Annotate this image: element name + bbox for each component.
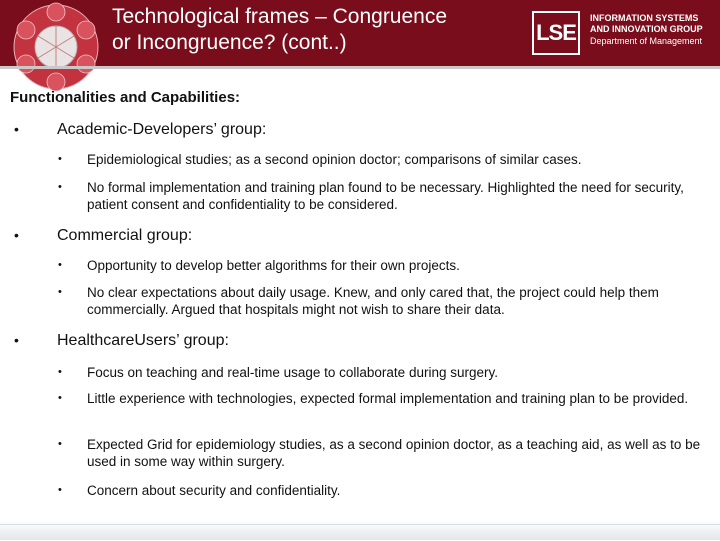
list-item-text: No formal implementation and training plan found to be necessary. Highlighted the need for security, patient consent and confidentiality to be considered. xyxy=(87,180,684,212)
group-title xyxy=(57,227,192,245)
group-title-text: Academic-Developers’ group xyxy=(57,121,262,138)
slide-header xyxy=(0,0,720,66)
bullet-icon: • xyxy=(58,484,62,496)
org-name-line-1: INFORMATION SYSTEMS xyxy=(590,13,699,23)
list-item-text: Epidemiological studies; as a second opinion doctor; comparisons of similar cases. xyxy=(87,152,582,167)
group-title xyxy=(57,121,266,139)
bullet-icon: • xyxy=(14,227,19,243)
bullet-icon: • xyxy=(14,121,19,137)
list-item-text: Expected Grid for epidemiology studies, as a second opinion doctor, as a teaching aid, as well as to be used in some way within surgery. xyxy=(87,437,701,469)
bullet-icon: • xyxy=(58,286,62,298)
list-item-text: Little experience with technologies, expected formal implementation and training plan to be provided. xyxy=(87,391,689,406)
group-title-text: Commercial group xyxy=(57,227,188,244)
bullet-icon: • xyxy=(58,259,62,271)
slide-title-line-1: Technological frames – Congruence xyxy=(112,5,448,28)
lse-logo: LSE xyxy=(532,11,580,55)
slide-title-line-2: or Incongruence? (cont..) xyxy=(112,31,347,54)
list-item-text: Focus on teaching and real-time usage to collaborate during surgery. xyxy=(87,365,498,380)
bullet-icon: • xyxy=(58,181,62,193)
bullet-icon: • xyxy=(58,153,62,165)
org-name-line-2: AND INNOVATION GROUP xyxy=(590,24,703,34)
list-item-text: No clear expectations about daily usage. Knew, and only cared that, the project could help them commercially. Argued that hospitals might not wish to share their data. xyxy=(87,285,659,317)
group-title-colon: : xyxy=(261,121,267,138)
section-heading: Functionalities and Capabilities: xyxy=(10,89,241,106)
header-divider xyxy=(0,66,720,69)
bullet-icon: • xyxy=(58,438,62,450)
group-title-text: HealthcareUsers’ group xyxy=(57,332,225,349)
bullet-icon: • xyxy=(14,332,19,348)
org-name xyxy=(590,13,718,47)
group-title-colon: : xyxy=(224,332,229,349)
bullet-icon: • xyxy=(58,392,62,404)
slide-title xyxy=(112,4,512,56)
department-name: Department of Management xyxy=(590,36,703,46)
list-item-text: Opportunity to develop better algorithms for their own projects. xyxy=(87,258,460,273)
footer-divider xyxy=(0,524,720,541)
group-title-colon: : xyxy=(187,227,193,244)
list-item-text: Concern about security and confidentiality. xyxy=(87,483,341,498)
research-wheel-logo-icon xyxy=(8,2,104,92)
group-title xyxy=(57,332,229,350)
bullet-icon: • xyxy=(58,366,62,378)
